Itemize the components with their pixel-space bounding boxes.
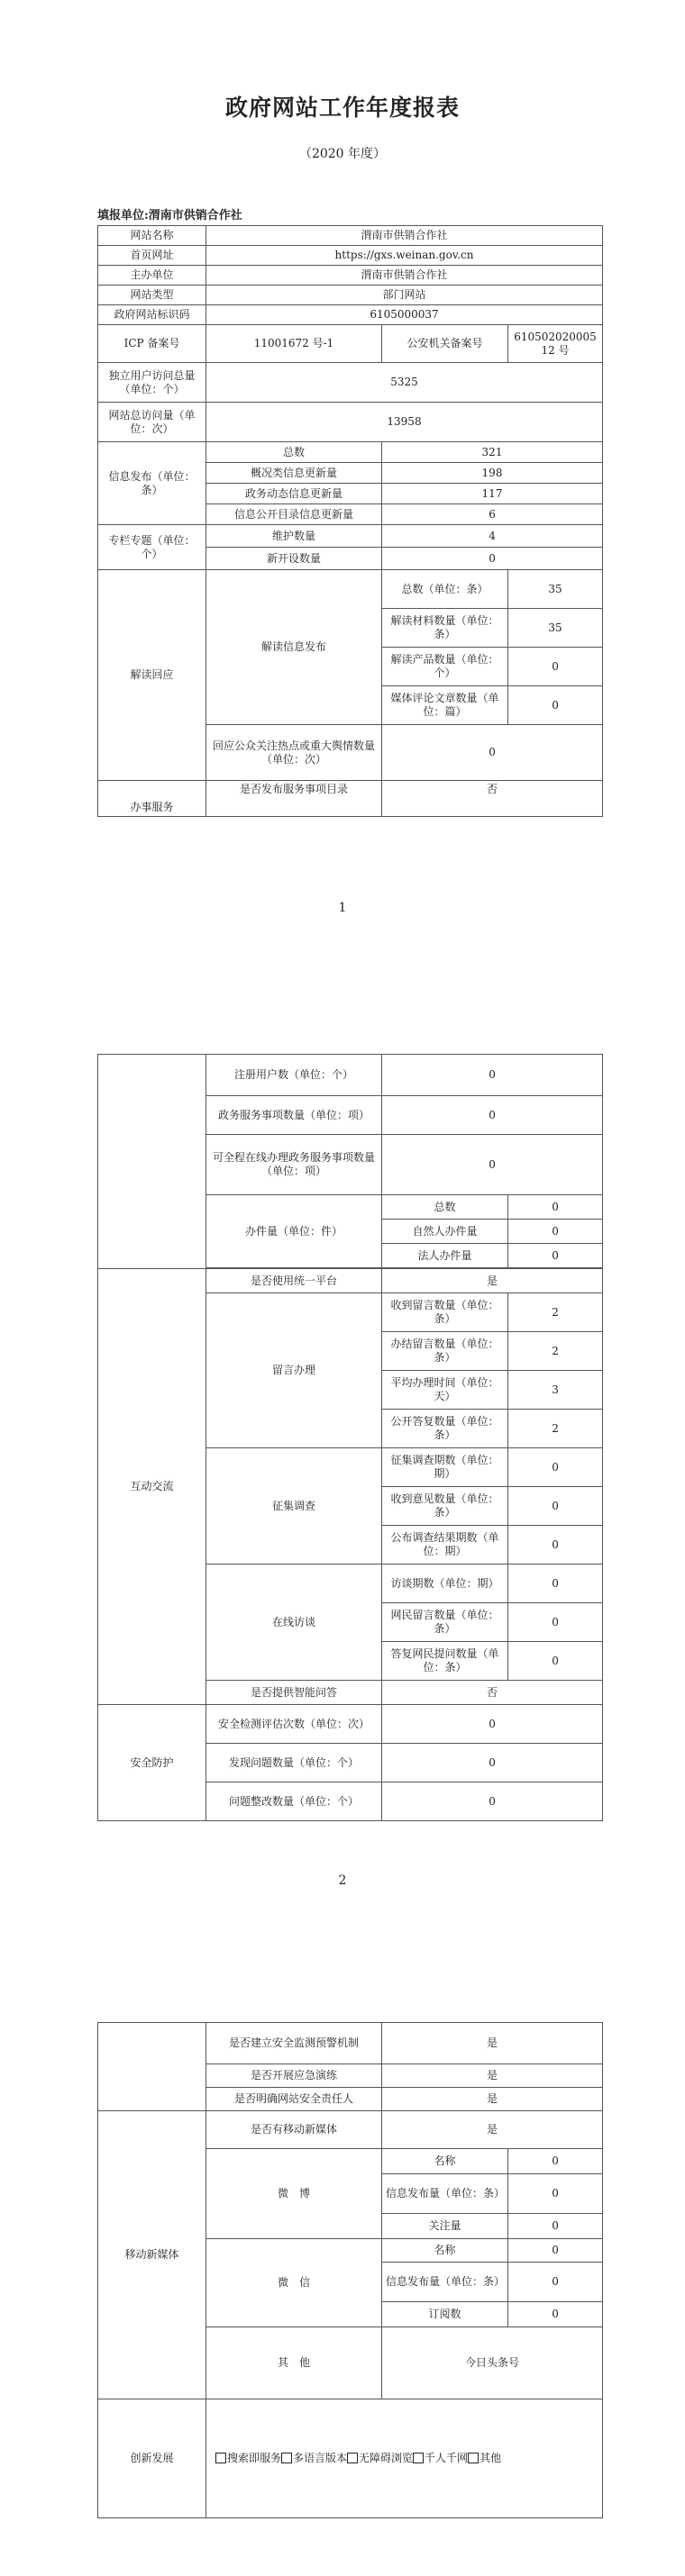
row-label: 是否建立安全监测预警机制 bbox=[206, 2023, 382, 2064]
innovation-option[interactable] bbox=[413, 2452, 468, 2464]
row-label: 新开设数量 bbox=[206, 548, 382, 570]
cell-value: 0 bbox=[508, 1487, 603, 1526]
doc-year: （2020 年度） bbox=[298, 147, 387, 161]
option-label: 无障碍浏览 bbox=[359, 2452, 414, 2464]
row-label: 可全程在线办理政务服务事项数量（单位：项） bbox=[206, 1135, 382, 1195]
row-label: 收到留言数量（单位：条） bbox=[382, 1293, 508, 1332]
section-label: 信息发布（单位：条） bbox=[98, 442, 206, 525]
page-number: 1 bbox=[338, 901, 347, 915]
table-row bbox=[98, 2111, 603, 2149]
cell-value: 0 bbox=[508, 2263, 603, 2302]
row-label: 概况类信息更新量 bbox=[206, 463, 382, 484]
cell-value: 0 bbox=[508, 1565, 603, 1603]
sub-section-label: 微 信 bbox=[206, 2239, 382, 2327]
sub-section-label: 在线访谈 bbox=[206, 1565, 382, 1681]
row-label: 关注量 bbox=[382, 2214, 508, 2239]
cell-value: 否 bbox=[382, 1681, 603, 1705]
checkbox-icon[interactable] bbox=[468, 2453, 479, 2463]
table-row bbox=[98, 286, 603, 305]
row-label: 首页网址 bbox=[98, 246, 206, 266]
cell-value: 0 bbox=[508, 2214, 603, 2239]
row-label: 安全检测评估次数（单位：次） bbox=[206, 1705, 382, 1744]
table-row bbox=[98, 1269, 603, 1293]
option-label: 搜索即服务 bbox=[227, 2452, 282, 2464]
checkbox-icon[interactable] bbox=[215, 2453, 226, 2463]
row-label: 征集调查期数（单位：期） bbox=[382, 1448, 508, 1487]
table-row bbox=[98, 525, 603, 548]
sub-section-label: 解读信息发布 bbox=[206, 570, 382, 725]
row-label: 是否明确网站安全责任人 bbox=[206, 2088, 382, 2111]
cell-value: 0 bbox=[382, 725, 603, 781]
row-label: 注册用户数（单位：个） bbox=[206, 1055, 382, 1096]
cell-value: 0 bbox=[508, 1220, 603, 1244]
row-label: 维护数量 bbox=[206, 525, 382, 548]
sub-section-label: 微 博 bbox=[206, 2149, 382, 2239]
section-label-cont bbox=[98, 1055, 206, 1269]
cell-value: 35 bbox=[508, 609, 603, 648]
doc-title: 政府网站工作年度报表 bbox=[224, 95, 460, 121]
row-label: 是否开展应急演练 bbox=[206, 2064, 382, 2088]
cell-value: 0 bbox=[508, 2302, 603, 2327]
row-label: 总数 bbox=[206, 442, 382, 463]
cell-value: 0 bbox=[508, 1526, 603, 1565]
cell-value: 是 bbox=[382, 2088, 603, 2111]
section-label: 专栏专题（单位：个） bbox=[98, 525, 206, 570]
cell-value: 0 bbox=[508, 1244, 603, 1268]
row-label: 法人办件量 bbox=[382, 1244, 508, 1268]
cell-value: 6105000037 bbox=[206, 305, 603, 325]
option-label: 千人千网 bbox=[425, 2452, 469, 2464]
row-label: 媒体评论文章数量（单位：篇） bbox=[382, 686, 508, 725]
report-table-page-2 bbox=[97, 1054, 603, 1821]
section-label: 创新发展 bbox=[98, 2399, 206, 2518]
cell-value: 0 bbox=[382, 1744, 603, 1782]
row-label: 订阅数 bbox=[382, 2302, 508, 2327]
row-label: 自然人办件量 bbox=[382, 1220, 508, 1244]
innovation-option[interactable] bbox=[468, 2452, 501, 2464]
cell-value: 是 bbox=[382, 2064, 603, 2088]
option-label: 多语言版本 bbox=[293, 2452, 348, 2464]
row-label: 政务动态信息更新量 bbox=[206, 484, 382, 504]
cell-value: 11001672 号-1 bbox=[206, 325, 382, 363]
cell-value: 0 bbox=[382, 548, 603, 570]
row-label: 独立用户访问总量（单位：个） bbox=[98, 363, 206, 403]
cell-value: 0 bbox=[508, 2239, 603, 2263]
row-label: 总数 bbox=[382, 1195, 508, 1220]
cell-value: 3 bbox=[508, 1371, 603, 1410]
row-label: 解读材料数量（单位：条） bbox=[382, 609, 508, 648]
cell-value: 0 bbox=[508, 2149, 603, 2174]
table-row bbox=[98, 325, 603, 363]
cell-value: 0 bbox=[382, 1055, 603, 1096]
row-label: 网站类型 bbox=[98, 286, 206, 305]
cell-value: 5325 bbox=[206, 363, 603, 403]
row-label: 公安机关备案号 bbox=[382, 325, 508, 363]
section-label: 移动新媒体 bbox=[98, 2111, 206, 2399]
row-label: 信息发布量（单位：条） bbox=[382, 2174, 508, 2214]
table-row bbox=[98, 363, 603, 403]
cell-value: 0 bbox=[508, 686, 603, 725]
table-row bbox=[98, 1705, 603, 1744]
cell-value: 0 bbox=[508, 1195, 603, 1220]
row-label: 信息公开目录信息更新量 bbox=[206, 504, 382, 525]
row-label: 回应公众关注热点或重大舆情数量（单位：次） bbox=[206, 725, 382, 781]
checkbox-icon[interactable] bbox=[347, 2453, 358, 2463]
table-row bbox=[98, 2399, 603, 2518]
cell-value: 0 bbox=[382, 1135, 603, 1195]
cell-value: 61050202000512 号 bbox=[508, 325, 603, 363]
row-label: 名称 bbox=[382, 2239, 508, 2263]
section-label: 互动交流 bbox=[98, 1269, 206, 1705]
innovation-option[interactable] bbox=[281, 2452, 347, 2464]
row-label: 公布调查结果期数（单位：期） bbox=[382, 1526, 508, 1565]
cell-value: 198 bbox=[382, 463, 603, 484]
cell-value: 2 bbox=[508, 1410, 603, 1448]
cell-value: 渭南市供销合作社 bbox=[206, 226, 603, 246]
section-label: 安全防护 bbox=[98, 1705, 206, 1821]
innovation-options bbox=[206, 2399, 603, 2518]
row-label: 是否有移动新媒体 bbox=[206, 2111, 382, 2149]
table-row bbox=[98, 2023, 603, 2064]
table-row bbox=[98, 570, 603, 609]
table-row bbox=[98, 266, 603, 286]
table-row bbox=[98, 246, 603, 266]
table-row bbox=[98, 781, 603, 817]
row-label: 政务服务事项数量（单位：项） bbox=[206, 1096, 382, 1135]
row-label: 是否提供智能问答 bbox=[206, 1681, 382, 1705]
row-label: 问题整改数量（单位：个） bbox=[206, 1782, 382, 1821]
cell-value: 0 bbox=[382, 1782, 603, 1821]
row-label: 访谈期数（单位：期） bbox=[382, 1565, 508, 1603]
cell-value: 2 bbox=[508, 1332, 603, 1371]
table-row bbox=[98, 403, 603, 442]
cell-value: 0 bbox=[382, 1705, 603, 1744]
table-row bbox=[98, 442, 603, 463]
cell-value: 117 bbox=[382, 484, 603, 504]
report-table-page-3 bbox=[97, 2022, 603, 2518]
cell-value: 0 bbox=[508, 1642, 603, 1681]
section-label: 办事服务 bbox=[98, 781, 206, 817]
cell-value: 0 bbox=[508, 1603, 603, 1642]
cell-value: 0 bbox=[508, 2174, 603, 2214]
cell-value: 是 bbox=[382, 1269, 603, 1293]
table-row bbox=[98, 305, 603, 325]
row-label: 总数（单位：条） bbox=[382, 570, 508, 609]
row-label: 政府网站标识码 bbox=[98, 305, 206, 325]
sub-section-label: 征集调查 bbox=[206, 1448, 382, 1565]
row-label: 答复网民提问数量（单位：条） bbox=[382, 1642, 508, 1681]
cell-value: 4 bbox=[382, 525, 603, 548]
cell-value: 是 bbox=[382, 2111, 603, 2149]
row-label: 发现问题数量（单位：个） bbox=[206, 1744, 382, 1782]
row-label: 信息发布量（单位：条） bbox=[382, 2263, 508, 2302]
cell-value: 321 bbox=[382, 442, 603, 463]
report-table-page-1 bbox=[97, 225, 603, 817]
cell-value: 0 bbox=[508, 1448, 603, 1487]
page-number: 2 bbox=[338, 1873, 347, 1888]
cell-value: 0 bbox=[508, 648, 603, 686]
row-label: 是否使用统一平台 bbox=[206, 1269, 382, 1293]
row-label: 网站总访问量（单位：次） bbox=[98, 403, 206, 442]
row-label: 平均办理时间（单位：天） bbox=[382, 1371, 508, 1410]
innovation-option[interactable] bbox=[347, 2452, 413, 2464]
row-label: 网民留言数量（单位：条） bbox=[382, 1603, 508, 1642]
innovation-option[interactable] bbox=[215, 2452, 281, 2464]
checkbox-icon[interactable] bbox=[413, 2453, 424, 2463]
cell-value: 今日头条号 bbox=[382, 2327, 603, 2399]
row-label: 主办单位 bbox=[98, 266, 206, 286]
cell-value: 13958 bbox=[206, 403, 603, 442]
sub-section-label: 其 他 bbox=[206, 2327, 382, 2399]
row-label: 网站名称 bbox=[98, 226, 206, 246]
cell-value: 否 bbox=[382, 781, 603, 817]
row-label: 解读产品数量（单位：个） bbox=[382, 648, 508, 686]
cell-value: 35 bbox=[508, 570, 603, 609]
row-label: 公开答复数量（单位：条） bbox=[382, 1410, 508, 1448]
cell-value: 部门网站 bbox=[206, 286, 603, 305]
row-label: 名称 bbox=[382, 2149, 508, 2174]
home-url[interactable]: https://gxs.weinan.gov.cn bbox=[206, 246, 603, 266]
row-label: 是否发布服务事项目录 bbox=[206, 781, 382, 817]
row-label: 收到意见数量（单位：条） bbox=[382, 1487, 508, 1526]
section-label-cont bbox=[98, 2023, 206, 2111]
table-row bbox=[98, 1055, 603, 1096]
option-label: 其他 bbox=[480, 2452, 502, 2464]
sub-section-label: 留言办理 bbox=[206, 1293, 382, 1448]
section-label: 解读回应 bbox=[98, 570, 206, 781]
cell-value: 6 bbox=[382, 504, 603, 525]
sub-section-label: 办件量（单位：件） bbox=[206, 1195, 382, 1268]
cell-value: 是 bbox=[382, 2023, 603, 2064]
row-label: ICP 备案号 bbox=[98, 325, 206, 363]
row-label: 办结留言数量（单位：条） bbox=[382, 1332, 508, 1371]
reporting-unit: 填报单位:渭南市供销合作社 bbox=[97, 209, 242, 222]
cell-value: 2 bbox=[508, 1293, 603, 1332]
table-row bbox=[98, 226, 603, 246]
cell-value: 0 bbox=[382, 1096, 603, 1135]
checkbox-icon[interactable] bbox=[281, 2453, 292, 2463]
cell-value: 渭南市供销合作社 bbox=[206, 266, 603, 286]
